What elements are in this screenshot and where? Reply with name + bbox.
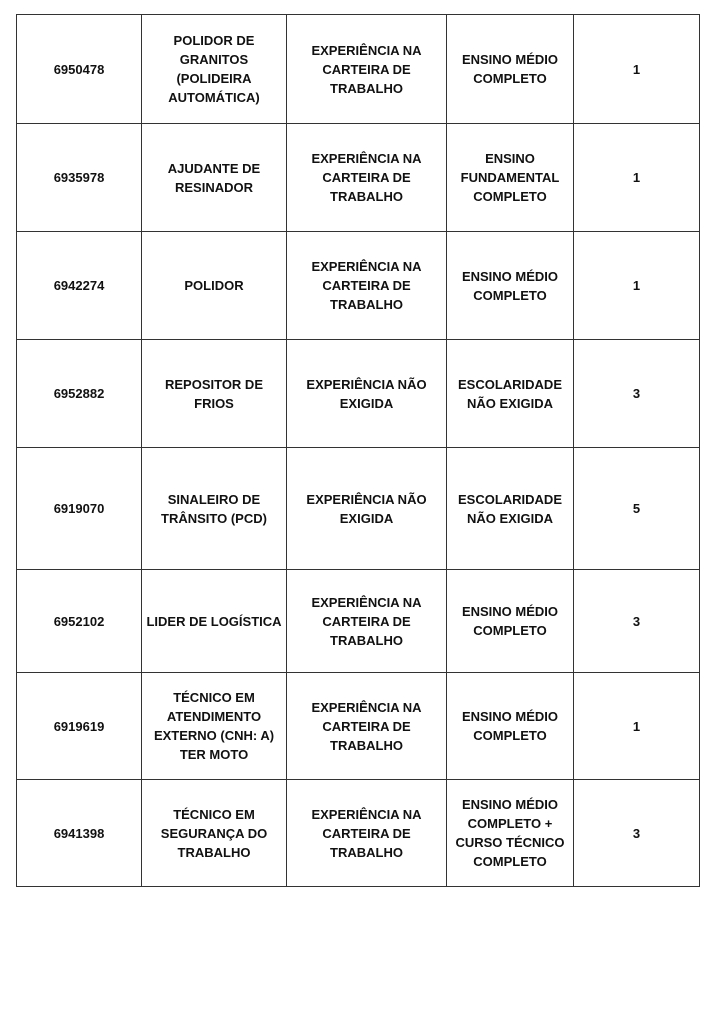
- vacancy-code-text: 6952882: [53, 386, 105, 401]
- job-title-cell: [142, 780, 287, 887]
- table-row: [17, 673, 700, 780]
- experience-cell: [287, 673, 447, 780]
- table-row: [17, 448, 700, 570]
- job-title-cell: [142, 340, 287, 448]
- education-line: COMPLETO: [473, 71, 547, 86]
- vacancy-quantity-cell: [574, 232, 700, 340]
- job-title-line: TER MOTO: [179, 747, 249, 762]
- table-row: [17, 124, 700, 232]
- experience-line: CARTEIRA DE TRABALHO: [322, 278, 411, 312]
- vacancy-quantity-cell: [574, 448, 700, 570]
- vacancy-quantity-cell: [574, 673, 700, 780]
- vacancy-quantity-cell: [574, 570, 700, 673]
- experience-line: EXIGIDA: [339, 510, 394, 526]
- education-line: ESCOLARIDADE: [457, 376, 562, 392]
- education-line: ENSINO MÉDIO: [461, 52, 559, 67]
- experience-line: CARTEIRA DE TRABALHO: [322, 61, 411, 96]
- job-title-line: AUTOMÁTICA): [168, 90, 260, 105]
- experience-cell: [287, 448, 447, 570]
- vacancy-code-text: 6952102: [53, 613, 105, 629]
- vacancy-quantity-text: 5: [632, 501, 641, 516]
- vacancy-code-text: 6935978: [53, 170, 105, 185]
- experience-cell: [287, 570, 447, 673]
- education-cell: [447, 673, 574, 780]
- education-line: ENSINO: [485, 151, 535, 166]
- education-line: ENSINO MÉDIO: [461, 604, 559, 619]
- vacancy-quantity-cell: [574, 340, 700, 448]
- table-row: [17, 15, 700, 124]
- education-line: ENSINO MÉDIO: [461, 268, 559, 284]
- job-title-cell: [142, 673, 287, 780]
- vacancy-quantity-text: 1: [632, 718, 641, 734]
- job-title-cell: [142, 15, 287, 124]
- vacancy-quantity-text: 3: [632, 613, 641, 629]
- table-row: [17, 232, 700, 340]
- education-cell: [447, 780, 574, 887]
- job-title-cell: [142, 232, 287, 340]
- experience-cell: [287, 340, 447, 448]
- vacancy-quantity-cell: [574, 124, 700, 232]
- job-title-line: EXTERNO (CNH: A): [153, 728, 275, 743]
- experience-line: EXPERIÊNCIA NA: [311, 699, 422, 715]
- education-line: COMPLETO: [473, 728, 547, 743]
- experience-line: CARTEIRA DE TRABALHO: [322, 718, 411, 753]
- vacancy-quantity-text: 1: [632, 61, 641, 77]
- experience-cell: [287, 232, 447, 340]
- experience-line: CARTEIRA DE TRABALHO: [322, 825, 411, 860]
- vacancy-code-text: 6950478: [53, 61, 105, 77]
- job-title-line: POLIDOR DE: [173, 33, 255, 48]
- job-title-line: RESINADOR: [174, 179, 253, 195]
- job-title-line: ATENDIMENTO: [166, 709, 262, 724]
- job-title-line: AJUDANTE DE: [167, 160, 261, 176]
- education-cell: [447, 570, 574, 673]
- education-cell: [447, 15, 574, 124]
- table-row: [17, 570, 700, 673]
- vacancy-quantity-text: 3: [632, 825, 641, 841]
- vacancy-code-text: 6919619: [53, 718, 105, 734]
- experience-line: EXPERIÊNCIA NA: [311, 151, 422, 166]
- vacancy-code-text: 6942274: [53, 278, 105, 293]
- vacancy-quantity-text: 3: [632, 386, 641, 401]
- experience-line: CARTEIRA DE TRABALHO: [322, 170, 411, 204]
- vacancy-code-cell: [17, 570, 142, 673]
- vacancy-code-cell: [17, 780, 142, 887]
- job-title-line: LIDER DE LOGÍSTICA: [146, 613, 282, 629]
- education-cell: [447, 340, 574, 448]
- education-cell: [447, 232, 574, 340]
- job-title-cell: [142, 448, 287, 570]
- experience-line: EXPERIÊNCIA NA: [311, 42, 422, 58]
- vacancy-quantity-text: 1: [632, 170, 641, 185]
- vacancy-code-cell: [17, 448, 142, 570]
- vacancy-quantity-cell: [574, 15, 700, 124]
- job-title-line: TRÂNSITO (PCD): [161, 510, 267, 526]
- experience-line: EXPERIÊNCIA NA: [311, 259, 422, 274]
- vacancy-code-cell: [17, 232, 142, 340]
- table-row: [17, 340, 700, 448]
- vacancy-code-text: 6919070: [53, 501, 105, 516]
- job-vacancies-body: [17, 15, 700, 887]
- education-line: NÃO EXIGIDA: [467, 395, 553, 411]
- vacancy-code-cell: [17, 340, 142, 448]
- experience-line: EXPERIÊNCIA NA: [311, 806, 422, 822]
- job-title-line: TRABALHO: [177, 844, 251, 860]
- experience-line: EXIGIDA: [339, 395, 394, 411]
- vacancy-code-text: 6941398: [53, 825, 105, 841]
- job-title-line: TÉCNICO EM: [173, 806, 255, 822]
- education-line: COMPLETO: [473, 623, 547, 638]
- job-title-line: GRANITOS (POLIDEIRA: [176, 52, 252, 86]
- job-title-line: SEGURANÇA DO: [160, 825, 268, 841]
- education-line: COMPLETO +: [467, 816, 553, 831]
- education-line: ESCOLARIDADE: [457, 491, 562, 507]
- education-line: NÃO EXIGIDA: [467, 510, 553, 526]
- education-line: COMPLETO: [473, 287, 547, 303]
- vacancy-code-cell: [17, 15, 142, 124]
- experience-line: EXPERIÊNCIA NA: [311, 594, 422, 610]
- vacancy-quantity-cell: [574, 780, 700, 887]
- education-line: COMPLETO: [473, 189, 547, 204]
- education-line: ENSINO MÉDIO: [461, 709, 559, 724]
- job-title-line: SINALEIRO DE: [167, 491, 261, 507]
- job-title-cell: [142, 124, 287, 232]
- job-vacancies-table: [16, 14, 700, 887]
- job-title-cell: [142, 570, 287, 673]
- experience-line: EXPERIÊNCIA NÃO: [306, 491, 427, 507]
- education-line: COMPLETO: [473, 854, 547, 869]
- education-line: FUNDAMENTAL: [460, 170, 560, 185]
- education-line: CURSO TÉCNICO: [455, 835, 565, 850]
- vacancy-quantity-text: 1: [632, 278, 641, 293]
- experience-line: EXPERIÊNCIA NÃO: [306, 376, 427, 392]
- experience-line: CARTEIRA DE TRABALHO: [322, 613, 411, 648]
- job-title-line: TÉCNICO EM: [173, 690, 255, 705]
- job-title-line: POLIDOR: [184, 278, 244, 293]
- experience-cell: [287, 780, 447, 887]
- job-title-line: REPOSITOR DE FRIOS: [164, 376, 263, 411]
- education-cell: [447, 448, 574, 570]
- experience-cell: [287, 124, 447, 232]
- education-cell: [447, 124, 574, 232]
- experience-cell: [287, 15, 447, 124]
- vacancy-code-cell: [17, 673, 142, 780]
- education-line: ENSINO MÉDIO: [461, 797, 559, 812]
- table-row: [17, 780, 700, 887]
- vacancy-code-cell: [17, 124, 142, 232]
